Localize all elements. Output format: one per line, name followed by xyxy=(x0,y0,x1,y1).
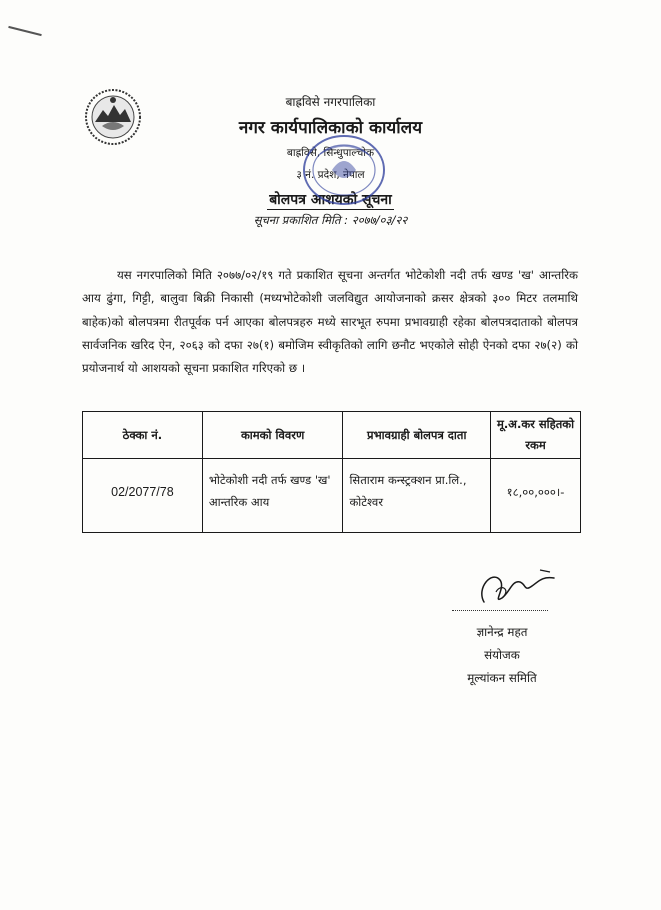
table-row xyxy=(83,459,581,533)
handwritten-signature xyxy=(470,562,562,608)
tender-table xyxy=(82,411,581,533)
signatory-committee: मूल्यांकन समिति xyxy=(467,671,537,685)
header-description: कामको विवरण xyxy=(202,412,343,459)
notice-body-paragraph: यस नगरपालिको मिति २०७७/०२/१९ गते प्रकाशित सूचना अन्तर्गत भोटेकोशी नदी तर्फ खण्ड 'ख' आन्तरिक आय ढुंगा, गिट्टी, बालुवा बिक्री निकासी (मध्यभोटेकोशी जलविद्युत आयोजनाको क्रसर क्षेत्रको ३०० मिटर तलमाथि बाहेक)को बोलपत्रमा रीतपूर्वक पर्न आएका बोलपत्रहरु मध्ये सारभूत रुपमा प्रभावग्राही रहेका बोलपत्रदाताको बोलपत्र सार्वजनिक खरिद ऐन, २०६३ को दफा २७(१) बमोजिम स्वीकृतिको लागि छनौट भएकोले सोही ऐनको दफा २७(२) को प्रयोजनार्थ यो आशयको सूचना प्रकाशित गरिएको छ । xyxy=(82,268,578,376)
published-date: सूचना प्रकाशित मिति : २०७७/०३/२२ xyxy=(253,213,408,227)
table-header-row xyxy=(83,412,581,459)
signatory-role: संयोजक xyxy=(484,648,520,662)
scan-artifact xyxy=(8,26,41,36)
cell-bidder: सिताराम कन्स्ट्रक्शन प्रा.लि., कोटेश्वर xyxy=(343,459,491,533)
signature-line xyxy=(452,610,548,611)
header-amount: मू.अ.कर सहितको रकम xyxy=(491,412,581,459)
address-line-2: ३ नं. प्रदेश, नेपाल xyxy=(296,169,365,181)
office-name: नगर कार्यपालिकाको कार्यालय xyxy=(238,118,423,138)
cell-contract-no: 02/2077/78 xyxy=(83,459,203,533)
cell-description: भोटेकोशी नदी तर्फ खण्ड 'ख' आन्तरिक आय xyxy=(202,459,343,533)
header-bidder: प्रभावग्राही बोलपत्र दाता xyxy=(343,412,491,459)
signatory-name: ज्ञानेन्द्र महत xyxy=(476,625,528,639)
municipality-name: बाह्रविसे नगरपालिका xyxy=(285,95,376,109)
header-contract-no: ठेक्का नं. xyxy=(83,412,203,459)
cell-amount: १८,००,०००।- xyxy=(491,459,581,533)
address-line-1: बाह्रविसे, सिन्धुपाल्चोक xyxy=(286,147,375,159)
office-seal-stamp xyxy=(298,130,390,210)
notice-title-text: बोलपत्र आशयको सूचना xyxy=(269,192,392,208)
nepal-emblem-logo xyxy=(84,88,142,146)
